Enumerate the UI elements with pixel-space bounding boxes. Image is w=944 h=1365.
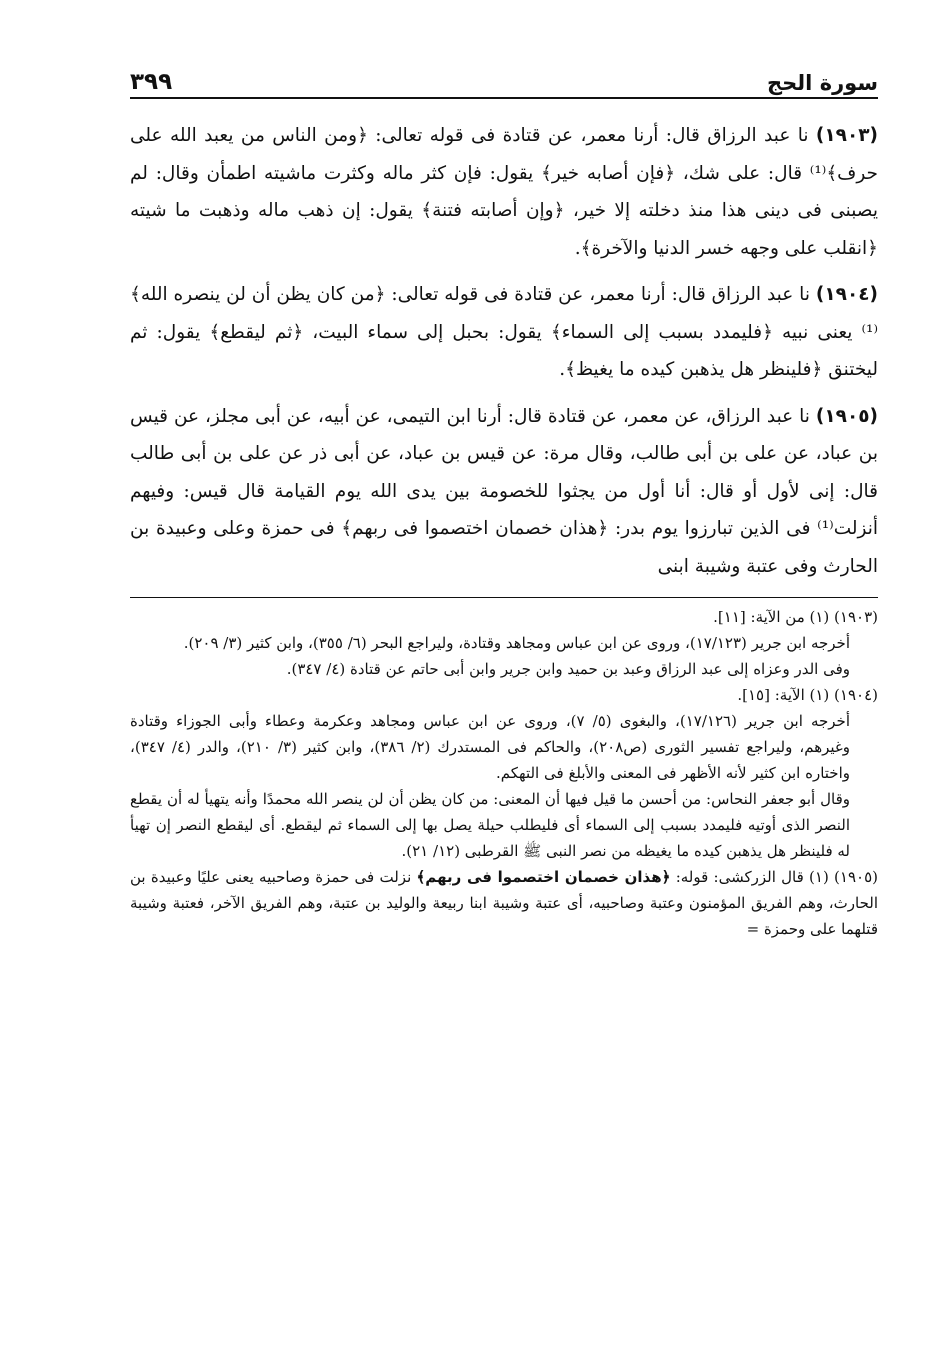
footnote-1904 (130, 682, 878, 864)
surah-title: سورة الحج (767, 71, 878, 95)
footnote-paragraph: وفى الدر وعزاه إلى عبد الرزاق وعبد بن حميد وابن جرير وابن أبى حاتم عن قتادة (٤/ ٣٤٧). (286, 660, 850, 678)
main-text (130, 117, 878, 585)
footnote-paragraph: أخرجه ابن جرير (١٧/١٢٣)، وروى عن ابن عباس ومجاهد وقتادة، وليراجع البحر (٦/ ٣٥٥)، وابن كثير (٣/ ٢٠٩). (183, 634, 850, 652)
footnote-paragraph: وقال أبو جعفر النحاس: من أحسن ما قيل فيها أن المعنى: من كان يظن أن لن ينصر الله محمدًا وأنه يتهيأ له أن يقطع النصر الذى أوتيه فليمدد بسبب إلى السماء أى فليطلب حيلة يصل بها إلى السماء ثم ليقطع. أى ليقطع النصر إن تهيأ له فلينظر هل يذهبن كيده ما يغيظه من نصر النبى ﷺ القرطبى (١٢/ ٢١). (130, 790, 850, 860)
footnote-prefix: (١٩٠٥) (١) قال الزركشى: قوله: (675, 868, 878, 886)
footnotes (130, 604, 878, 942)
hadith-number: (١٩٠٥) (815, 405, 878, 427)
hadith-1905 (130, 398, 878, 586)
header-rule (130, 97, 878, 99)
footnote-text: نزلت فى حمزة وصاحبيه يعنى عليًا وعبيدة بن الحارث، وهم الفريق المؤمنون وعتبة وصاحبيه، أى عتبة وشيبة ابنا ربيعة والوليد بن عتبة، وهم الفريق الآخر، فعتبة وشيبة قتلهما على وحمزة = (130, 868, 878, 938)
hadith-1904 (130, 276, 878, 389)
hadith-1903 (130, 117, 878, 267)
quran-quote: ﴿هذان خصمان اختصموا فى ربهم﴾ (416, 868, 671, 886)
footnote-separator (130, 597, 878, 598)
hadith-number: (١٩٠٤) (815, 284, 878, 305)
footnote-heading: (١٩٠٤) (١) الآية: [١٥]. (737, 686, 878, 704)
footnote-paragraph: أخرجه ابن جرير (١٧/١٢٦)، والبغوى (٥/ ٧)، وروى عن ابن عباس ومجاهد وعكرمة وعطاء وأبى الجوزاء وقتادة وغيرهم، وليراجع تفسير الثورى (ص٢٠٨)، والحاكم فى المستدرك (٢/ ٣٨٦)، وابن كثير (٣/ ٢١٠)، والدر (٤/ ٣٤٧)، واختاره ابن كثير لأنه الأظهر فى المعنى والأبلغ فى التهكم. (130, 712, 850, 782)
footnote-1903 (130, 604, 878, 682)
hadith-text: نا عبد الرزاق قال: أرنا معمر، عن قتادة فى قوله تعالى: ﴿من كان يظن أن لن ينصره الله﴾⁽¹⁾ يعنى نبيه ﴿فليمدد بسبب إلى السماء﴾ يقول: بحبل إلى سماء البيت، ﴿ثم ليقطع﴾ يقول: ثم ليختنق ﴿فلينظر هل يذهبن كيده ما يغيظ﴾. (130, 284, 878, 380)
footnote-1905 (130, 864, 878, 942)
footnote-heading (130, 864, 878, 942)
page-number: ٣٩٩ (130, 69, 173, 95)
book-page (130, 55, 878, 942)
page-header (130, 55, 878, 99)
hadith-text: نا عبد الرزاق قال: أرنا معمر، عن قتادة فى قوله تعالى: ﴿ومن الناس من يعبد الله على حرف﴾⁽¹⁾ قال: على شك، ﴿فإن أصابه خير﴾ يقول: فإن كثر ماله وكثرت ماشيته اطمأن وقال: لم يصبنى فى دينى هذا منذ دخلته إلا خير، ﴿وإن أصابته فتنة﴾ يقول: إن ذهب ماله وذهبت ما شيته ﴿انقلب على وجهه خسر الدنيا والآخرة﴾. (130, 125, 878, 259)
hadith-text: نا عبد الرزاق، عن معمر، عن قتادة قال: أرنا ابن التيمى، عن أبيه، عن أبى مجلز، عن قيس بن عباد، عن على بن أبى طالب، وقال مرة: عن قيس بن عباد، عن أبى ذر عن على بن أبى طالب قال: إنى لأول أو قال: أنا أول من يجثوا للخصومة بين يدى الله يوم القيامة قال قيس: وفيهم أنزلت⁽¹⁾ فى الذين تبارزوا يوم بدر: ﴿هذان خصمان اختصموا فى ربهم﴾ فى حمزة وعلى وعبيدة بن الحارث وفى عتبة وشيبة ابنى (130, 405, 878, 577)
hadith-number: (١٩٠٣) (815, 125, 879, 146)
footnote-heading: (١٩٠٣) (١) من الآية: [١١]. (713, 608, 878, 626)
